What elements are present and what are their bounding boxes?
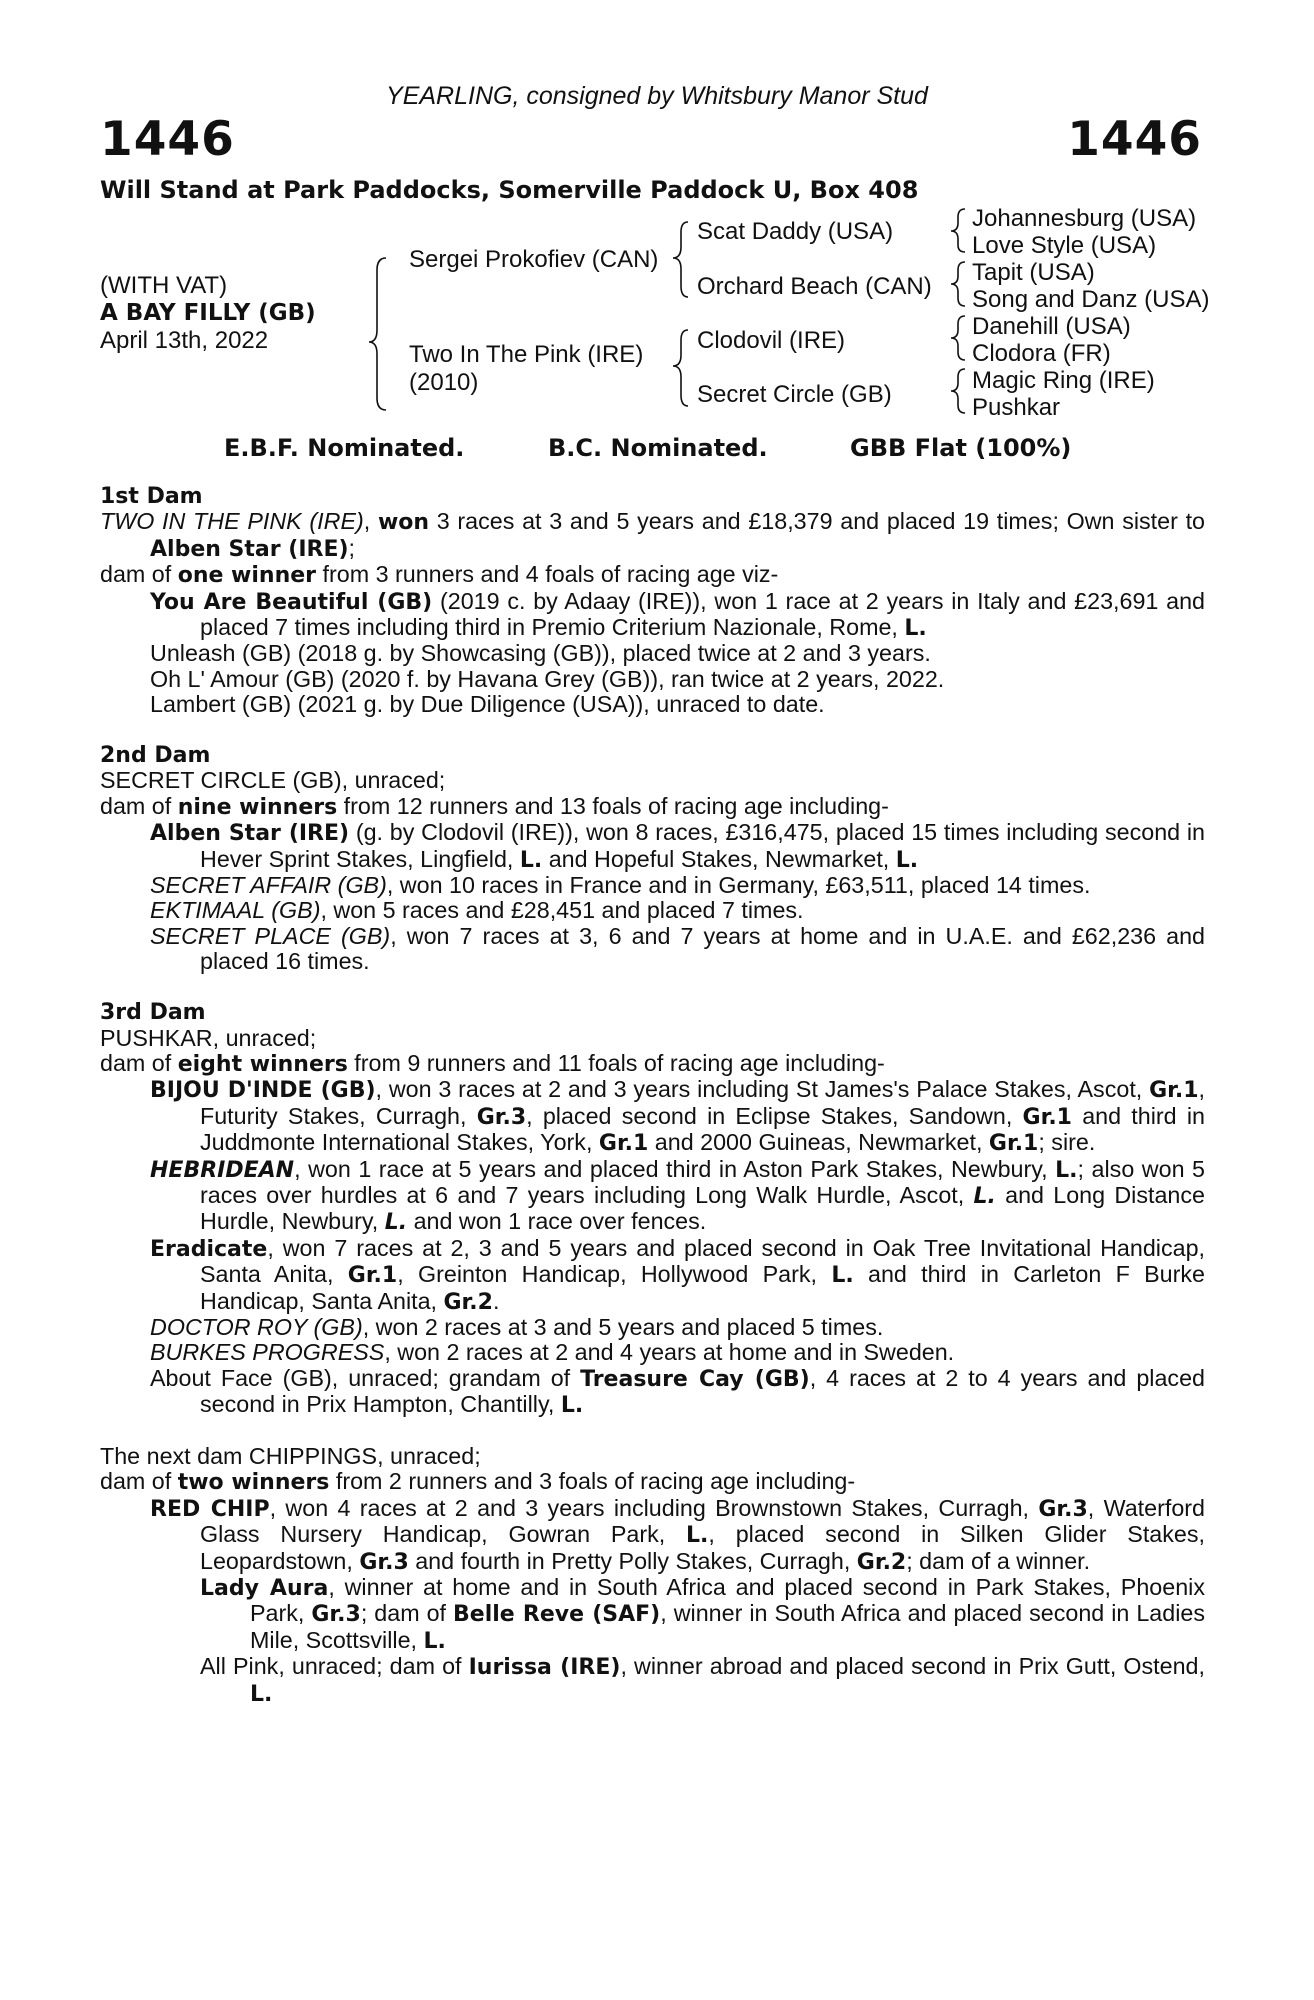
produce-entry (100, 1315, 1205, 1340)
produce-entry (100, 1496, 1205, 1575)
brace-dam (673, 330, 688, 406)
produce-entry: Oh L' Amour (GB) (2020 f. by Havana Grey (GB)), ran twice at 2 years, 2022. (150, 665, 945, 692)
produce-entry: Unleash (GB) (2018 g. by Showcasing (GB)), placed twice at 2 and 3 years. (150, 640, 931, 667)
horse-name: SECRET AFFAIR (GB) (150, 872, 387, 899)
ggp-4: Song and Danz (USA) (972, 286, 1210, 313)
text: from 2 runners and 3 foals of racing age including- (329, 1468, 856, 1495)
third-dam-record: PUSHKAR, unraced; (100, 1024, 317, 1051)
foaling-date: April 13th, 2022 (100, 327, 269, 354)
produce-entry (100, 898, 1205, 923)
listed-marker: L. (423, 1628, 446, 1654)
dam-dam: Secret Circle (GB) (697, 381, 892, 408)
text: ; sire. (1038, 1129, 1096, 1156)
listed-marker: L. (831, 1263, 854, 1289)
winner-count: two winners (177, 1470, 330, 1496)
dam-year: (2010) (409, 369, 479, 396)
ggp-6: Clodora (FR) (972, 340, 1111, 367)
produce-entry (100, 820, 1205, 873)
group-marker: Gr.3 (1038, 1496, 1088, 1522)
produce-entry (100, 1236, 1205, 1315)
dam-sire: Clodovil (IRE) (697, 327, 846, 354)
sire-sire: Scat Daddy (USA) (697, 218, 894, 245)
text: from 9 runners and 11 foals of racing age including- (347, 1049, 885, 1076)
text: , won 7 races at 2, 3 and 5 years and placed second in Oak Tree Invitational Handicap, Santa Anita, (200, 1234, 1205, 1288)
text: ; (348, 534, 356, 561)
produce-entry (100, 873, 1205, 898)
text: and fourth in Pretty Polly Stakes, Curragh, (408, 1547, 857, 1574)
group-marker: Gr.3 (476, 1104, 527, 1130)
horse-name: BURKES PROGRESS (150, 1339, 385, 1366)
second-dam-produce-summary (100, 794, 1205, 820)
text: (g. by Clodovil (IRE)), won 8 races, £316,475, placed 15 times including second in Hever Sprint Stakes, Lingfield, (200, 819, 1205, 872)
text: , 4 races at 2 to 4 years and placed second in Prix Hampton, Chantilly, (200, 1364, 1205, 1418)
lot-number-left: 1446 (100, 112, 235, 167)
text: ; dam of a winner. (906, 1547, 1091, 1574)
sire-dam: Orchard Beach (CAN) (697, 273, 932, 300)
ggp-2: Love Style (USA) (972, 232, 1157, 259)
text: , won 5 races and £28,451 and placed 7 times. (320, 897, 804, 924)
text: dam of (100, 1049, 178, 1076)
horse-name: Treasure Cay (GB) (580, 1366, 810, 1392)
produce-entry (100, 1366, 1205, 1419)
produce-entry (100, 924, 1205, 975)
stand-location: Will Stand at Park Paddocks, Somerville Paddock U, Box 408 (100, 176, 919, 204)
produce-entry (100, 1340, 1205, 1365)
first-dam-heading: 1st Dam (100, 484, 203, 509)
group-marker: Gr.1 (1149, 1078, 1199, 1104)
winner-count: one winner (177, 563, 317, 589)
group-marker: Gr.2 (856, 1549, 907, 1575)
produce-entry (100, 589, 1205, 642)
text: . (492, 1287, 500, 1314)
dam-name: TWO IN THE PINK (IRE) (100, 508, 364, 535)
text: , won 4 races at 2 and 3 years including Brownstown Stakes, Curragh, (269, 1494, 1039, 1521)
second-dam-heading: 2nd Dam (100, 743, 211, 769)
listed-marker: L. (384, 1210, 408, 1236)
text: and 2000 Guineas, Newmarket, (648, 1129, 989, 1156)
horse-name: A BAY FILLY (GB) (100, 300, 316, 326)
listed-marker: L. (973, 1183, 996, 1209)
group-marker: Gr.1 (1022, 1104, 1072, 1130)
nomination-gbb: GBB Flat (100%) (850, 434, 1072, 462)
brace-ggp4 (951, 369, 965, 413)
text: dam of (100, 561, 178, 588)
next-dam-produce-summary (100, 1469, 1205, 1495)
text: and third in Juddmonte International Stakes, York, (200, 1102, 1205, 1156)
third-dam-produce-summary (100, 1051, 1205, 1077)
listed-marker: L. (895, 847, 919, 873)
group-marker: Gr.2 (443, 1289, 493, 1315)
text: , placed second in Silken Glider Stakes, Leopardstown, (200, 1521, 1205, 1574)
family-details (100, 484, 1205, 1707)
vat-note: (WITH VAT) (100, 272, 228, 299)
text: , placed second in Eclipse Stakes, Sandown, (526, 1102, 1023, 1129)
text: and third in Carleton F Burke Handicap, Santa Anita, (200, 1261, 1205, 1314)
text: About Face (GB), unraced; grandam of (150, 1364, 581, 1391)
dam: Two In The Pink (IRE) (409, 341, 644, 368)
text: , (363, 508, 378, 535)
consignor-line: YEARLING, consigned by Whitsbury Manor Stud (386, 82, 928, 110)
ggp-5: Danehill (USA) (972, 313, 1131, 340)
text: , Waterford Glass Nursery Handicap, Gowran Park, (200, 1494, 1205, 1548)
lot-number-right: 1446 (1067, 112, 1202, 167)
produce-entry-sub (100, 1575, 1205, 1654)
text: and Long Distance Hurdle, Newbury, (200, 1181, 1205, 1235)
text: dam of (100, 1468, 178, 1495)
text: , won 2 races at 2 and 4 years at home and in Sweden. (384, 1339, 955, 1366)
ggp-3: Tapit (USA) (972, 259, 1095, 286)
text: dam of (100, 792, 178, 819)
brace-main (369, 258, 386, 410)
ggp-1: Johannesburg (USA) (972, 205, 1197, 232)
group-marker: Gr.1 (988, 1131, 1039, 1157)
text: from 3 runners and 4 foals of racing age viz- (316, 561, 779, 588)
text: , won 10 races in France and in Germany, £63,511, placed 14 times. (386, 872, 1091, 899)
brace-ggp1 (951, 209, 965, 252)
text: All Pink, unraced; dam of (200, 1653, 469, 1680)
listed-marker: L. (250, 1681, 273, 1707)
text: , winner at home and in South Africa and placed second in Park Stakes, Phoenix Park, (250, 1574, 1205, 1627)
sire: Sergei Prokofiev (CAN) (409, 246, 659, 273)
listed-marker: L. (1055, 1157, 1078, 1183)
text: , Futurity Stakes, Curragh, (200, 1076, 1205, 1129)
produce-entry (100, 1077, 1205, 1156)
text: , won 1 race at 5 years and placed third in Aston Park Stakes, Newbury, (294, 1155, 1056, 1182)
next-dam-record: The next dam CHIPPINGS, unraced; (100, 1442, 481, 1469)
horse-name: Alben Star (IRE) (150, 821, 350, 847)
text: from 12 runners and 13 foals of racing age including- (337, 792, 889, 819)
text: , winner abroad and placed second in Prix Gutt, Ostend, (620, 1653, 1205, 1680)
horse-name: Lady Aura (200, 1576, 329, 1602)
text: ; also won 5 races over hurdles at 6 and 7 years including Long Walk Hurdle, Ascot, (200, 1155, 1205, 1208)
third-dam-heading: 3rd Dam (100, 1000, 206, 1026)
text: , won 2 races at 3 and 5 years and placed 5 times. (362, 1313, 884, 1340)
nomination-bc: B.C. Nominated. (548, 434, 768, 462)
brace-ggp2 (951, 262, 965, 306)
listed-marker: L. (904, 616, 927, 642)
text: (2019 c. by Adaay (IRE)), won 1 race at 2 years in Italy and £23,691 and placed 7 times including third in Premio Criterium Nazionale, Rome, (200, 587, 1205, 641)
text: , winner in South Africa and placed second in Ladies Mile, Scottsville, (250, 1600, 1206, 1653)
produce-entry-sub (100, 1654, 1205, 1707)
horse-name: Iurissa (IRE) (468, 1655, 621, 1681)
brace-ggp3 (951, 316, 965, 360)
text: ; dam of (360, 1600, 454, 1627)
horse-name: You Are Beautiful (GB) (150, 589, 433, 615)
first-dam-produce-summary (100, 562, 1205, 588)
horse-name: BIJOU D'INDE (GB) (150, 1078, 376, 1104)
produce-entry: Lambert (GB) (2021 g. by Due Diligence (USA)), unraced to date. (150, 691, 825, 718)
text: 3 races at 3 and 5 years and £18,379 and placed 19 times; Own sister to (429, 508, 1206, 535)
text: and Hopeful Stakes, Newmarket, (542, 845, 896, 872)
won-emphasis: won (377, 510, 430, 536)
horse-name: EKTIMAAL (GB) (150, 897, 321, 924)
horse-name: DOCTOR ROY (GB) (150, 1313, 363, 1340)
nomination-ebf: E.B.F. Nominated. (224, 434, 465, 462)
ggp-8: Pushkar (972, 394, 1061, 421)
group-marker: Gr.3 (311, 1602, 361, 1628)
group-marker: Gr.1 (347, 1263, 398, 1289)
produce-entry (100, 1157, 1205, 1236)
listed-marker: L. (686, 1523, 709, 1549)
text: , won 3 races at 2 and 3 years including St James's Palace Stakes, Ascot, (375, 1076, 1150, 1103)
ggp-7: Magic Ring (IRE) (972, 367, 1155, 394)
winner-count: nine winners (177, 794, 338, 820)
listed-marker: L. (519, 847, 543, 873)
listed-marker: L. (560, 1393, 584, 1419)
horse-name: HEBRIDEAN (150, 1157, 295, 1183)
second-dam-record: SECRET CIRCLE (GB), unraced; (100, 767, 446, 794)
winner-count: eight winners (177, 1051, 348, 1077)
horse-name: RED CHIP (150, 1496, 270, 1522)
brace-sire (673, 222, 688, 297)
group-marker: Gr.1 (598, 1131, 649, 1157)
first-dam-record (100, 509, 1205, 562)
horse-name: Belle Reve (SAF) (453, 1602, 661, 1628)
text: , won 7 races at 3, 6 and 7 years at home and in U.A.E. and £62,236 and placed 16 times. (200, 922, 1205, 975)
text: , Greinton Handicap, Hollywood Park, (397, 1261, 832, 1288)
horse-name: Eradicate (150, 1236, 268, 1262)
group-marker: Gr.3 (359, 1549, 409, 1575)
horse-name: SECRET PLACE (GB) (150, 922, 391, 949)
text: and won 1 race over fences. (407, 1208, 707, 1235)
sibling-name: Alben Star (IRE) (150, 536, 349, 562)
